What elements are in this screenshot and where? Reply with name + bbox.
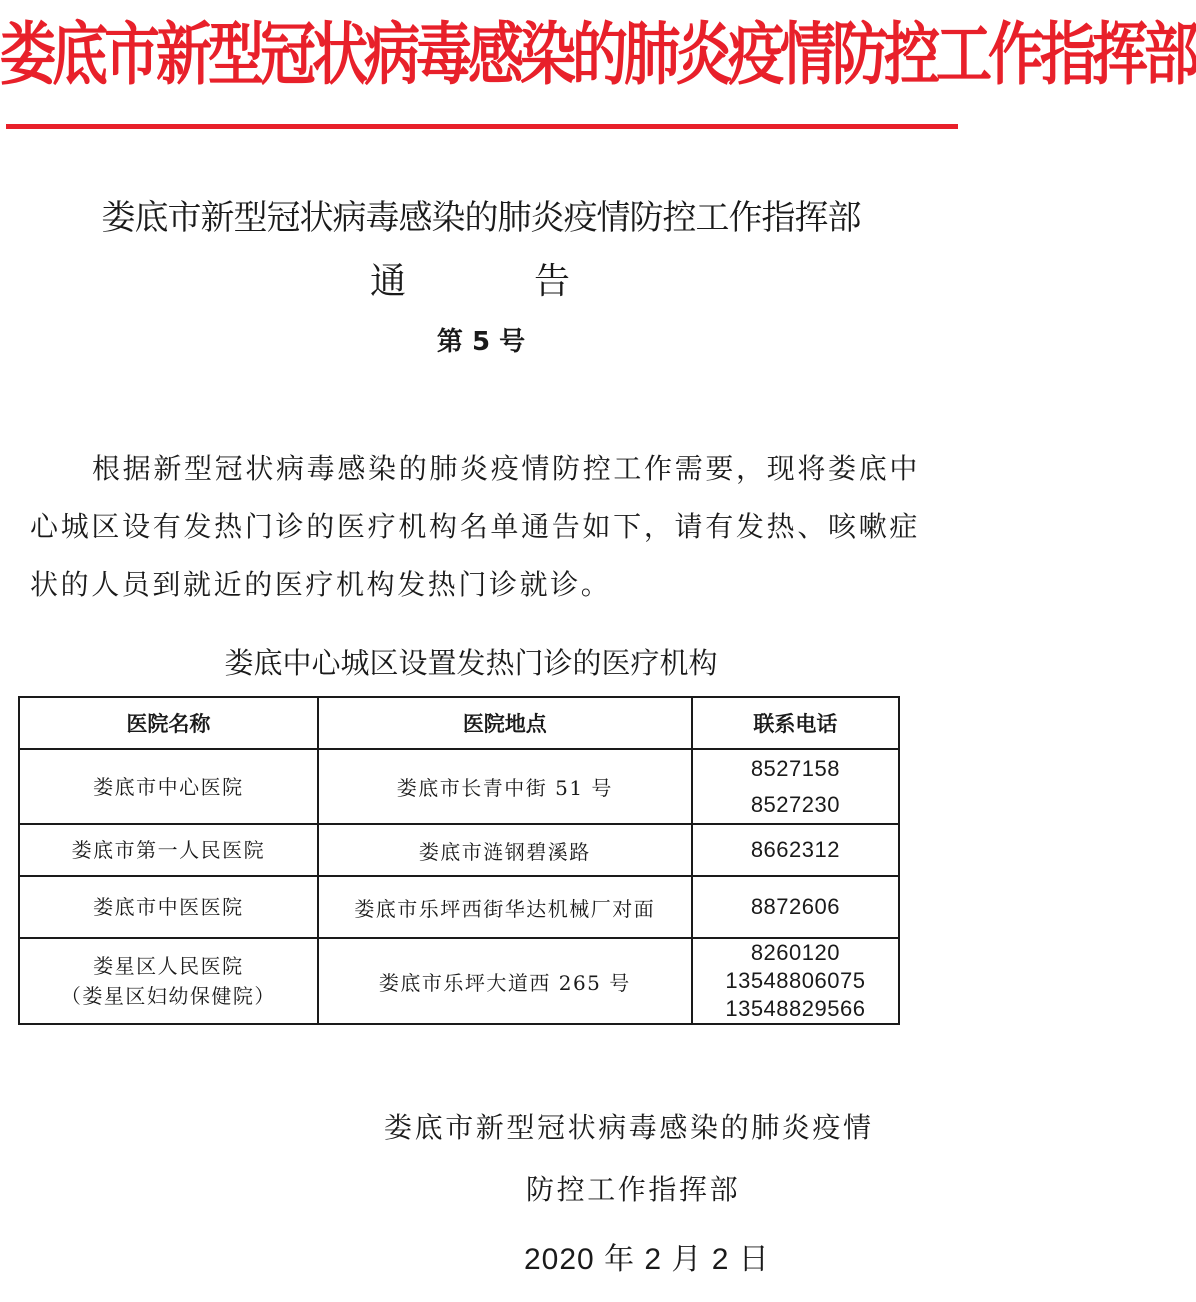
document-kind <box>370 256 570 308</box>
phone-number: 8662312 <box>750 837 840 862</box>
masthead <box>0 4 1196 122</box>
table-row <box>19 938 899 1024</box>
hospital-name-line: 娄星区人民医院 <box>93 954 244 978</box>
hospital-name-line: （娄星区妇幼保健院） <box>60 984 276 1008</box>
hospital-name-line: 娄底市中心医院 <box>93 774 244 799</box>
masthead-title: 娄底市新型冠状病毒感染的肺炎疫情防控工作指挥部 <box>0 15 1196 96</box>
hospital-name <box>19 876 318 938</box>
hospital-address: 娄底市长青中街 51 号 <box>318 749 692 824</box>
phone-number: 8260120 <box>750 940 840 965</box>
hospital-name <box>19 824 318 876</box>
document-kind-left: 通 <box>370 261 407 302</box>
body-paragraph: 根据新型冠状病毒感染的肺炎疫情防控工作需要，现将娄底中心城区设有发热门诊的医疗机构名单通告如下，请有发热、咳嗽症状的人员到就近的医疗机构发热门诊就诊。 <box>30 452 920 601</box>
institution-table <box>18 696 900 1025</box>
hospital-phones <box>692 876 899 938</box>
phone-number: 8527158 <box>750 755 840 781</box>
table-row <box>19 749 899 824</box>
document-title: 娄底市新型冠状病毒感染的肺炎疫情防控工作指挥部 <box>101 198 861 238</box>
hospital-name-line: 娄底市第一人民医院 <box>71 838 266 862</box>
header-phone: 联系电话 <box>692 697 899 749</box>
document-kind-right: 告 <box>533 261 570 302</box>
header-address: 医院地点 <box>318 697 692 749</box>
hospital-name-line: 娄底市中医医院 <box>93 895 244 919</box>
document-number: 第 5 号 <box>436 327 526 357</box>
phone-number: 13548806075 <box>725 968 866 993</box>
signature-org-line2: 防控工作指挥部 <box>526 1173 741 1206</box>
hospital-phones <box>692 938 899 1024</box>
hospital-address: 娄底市乐坪西街华达机械厂对面 <box>318 876 692 938</box>
table-row <box>19 876 899 938</box>
table-header-row <box>19 697 899 749</box>
hospital-address: 娄底市涟钢碧溪路 <box>318 824 692 876</box>
red-divider <box>6 124 958 129</box>
phone-number: 13548829566 <box>725 996 866 1021</box>
hospital-phones <box>692 749 899 824</box>
phone-number: 8872606 <box>750 894 840 919</box>
signature-date: 2020 年 2 月 2 日 <box>524 1243 770 1276</box>
hospital-name <box>19 938 318 1024</box>
table-title: 娄底中心城区设置发热门诊的医疗机构 <box>224 646 718 680</box>
hospital-address: 娄底市乐坪大道西 265 号 <box>318 938 692 1024</box>
phone-number: 8527230 <box>750 791 840 817</box>
hospital-phones <box>692 824 899 876</box>
table-row <box>19 824 899 876</box>
signature-org-line1: 娄底市新型冠状病毒感染的肺炎疫情 <box>384 1111 874 1144</box>
header-name: 医院名称 <box>19 697 318 749</box>
hospital-name <box>19 749 318 824</box>
